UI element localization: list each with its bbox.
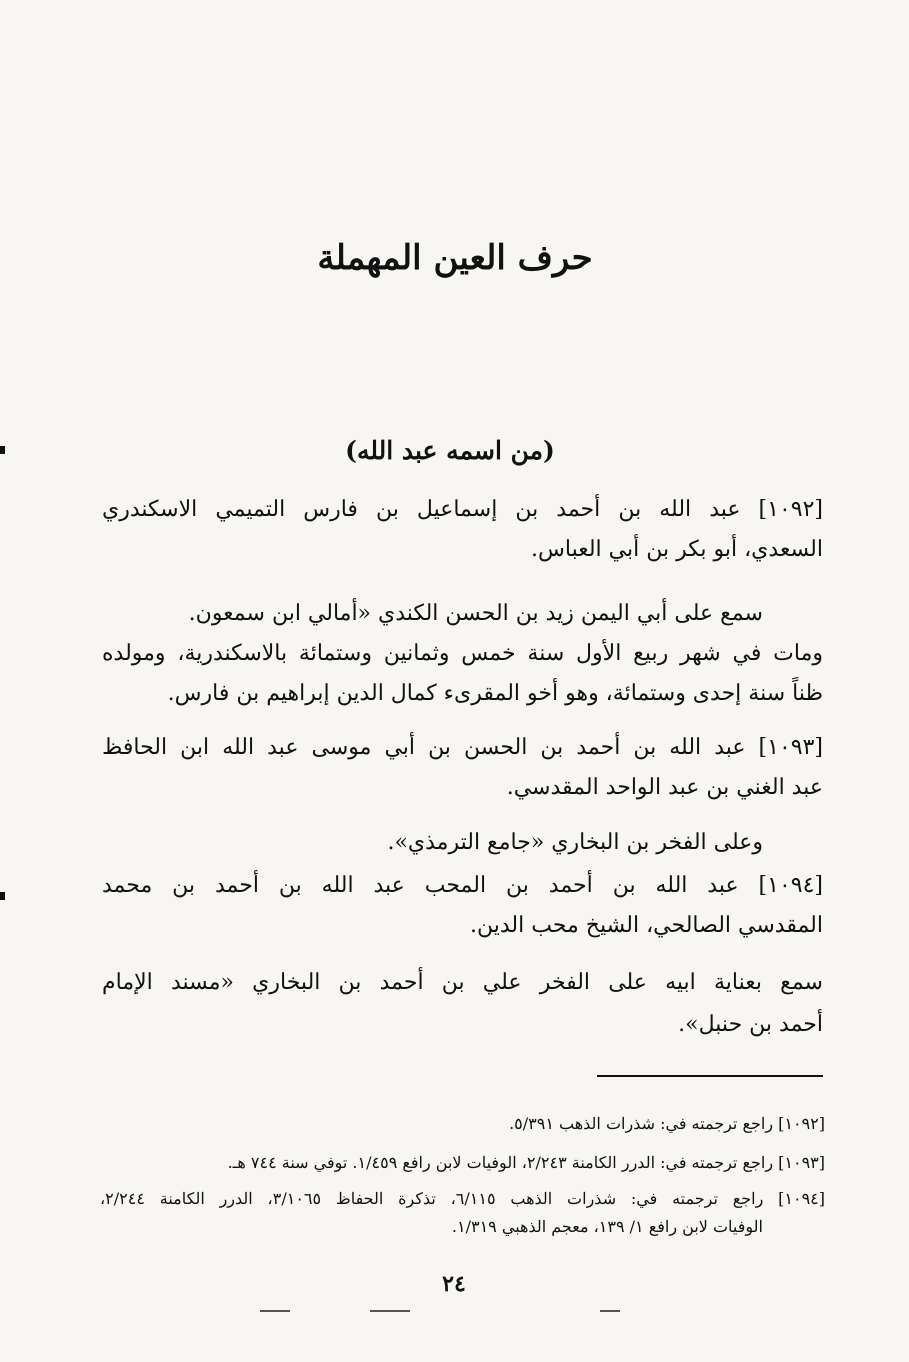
footnote-1093: [١٠٩٣] راجع ترجمته في: الدرر الكامنة ٢/٢٤٣، الوفيات لابن رافع ١/٤٥٩. توفي سنة ٧٤٤ هـ. [227,1153,825,1172]
section-heading: (من اسمه عبد الله) [345,436,555,465]
entry-1093-detail-1: وعلى الفخر بن البخاري «جامع الترمذي». [387,830,763,855]
footnote-1094-line-2: الوفيات لابن رافع ١/ ١٣٩، معجم الذهبي ١/٣١٩. [451,1217,763,1236]
footnote-divider [597,1075,823,1077]
scan-edge-mark [0,892,5,900]
scan-edge-mark [0,446,5,454]
scan-bottom-mark [370,1310,410,1312]
scan-bottom-mark [260,1310,290,1312]
entry-1092-detail-3: ظناً سنة إحدى وستمائة، وهو أخو المقرىء كمال الدين إبراهيم بن فارس. [167,681,823,706]
footnote-1094-line-1: [١٠٩٤] راجع ترجمته في: شذرات الذهب ٦/١١٥، تذكرة الحفاظ ٣/١٠٦٥، الدرر الكامنة ٢/٢٤٤، [100,1189,825,1208]
entry-1093-line-1: [١٠٩٣] عبد الله بن أحمد بن الحسن بن أبي موسى عبد الله ابن الحافظ [102,735,823,760]
entry-1094-detail-2: أحمد بن حنبل». [678,1012,823,1037]
page-number: ٢٤ [442,1271,466,1297]
entry-1094-line-1: [١٠٩٤] عبد الله بن أحمد بن المحب عبد الله بن أحمد بن محمد [102,873,823,898]
entry-1094-detail-1: سمع بعناية ابيه على الفخر علي بن أحمد بن البخاري «مسند الإمام [102,970,823,995]
footnote-1092: [١٠٩٢] راجع ترجمته في: شذرات الذهب ٥/٣٩١. [509,1114,825,1133]
entry-1092-detail-2: ومات في شهر ربيع الأول سنة خمس وثمانين وستمائة بالاسكندرية، ومولده [102,641,823,666]
entry-1092-line-1: [١٠٩٢] عبد الله بن أحمد بن إسماعيل بن فارس التميمي الاسكندري [102,497,823,522]
scan-bottom-mark [600,1310,620,1312]
entry-1092-line-2: السعدي، أبو بكر بن أبي العباس. [531,537,823,562]
entry-1094-line-2: المقدسي الصالحي، الشيخ محب الدين. [470,913,823,938]
entry-1093-line-2: عبد الغني بن عبد الواحد المقدسي. [506,775,823,800]
chapter-title: حرف العين المهملة [317,238,593,278]
entry-1092-detail-1: سمع على أبي اليمن زيد بن الحسن الكندي «أمالي ابن سمعون. [188,601,763,626]
